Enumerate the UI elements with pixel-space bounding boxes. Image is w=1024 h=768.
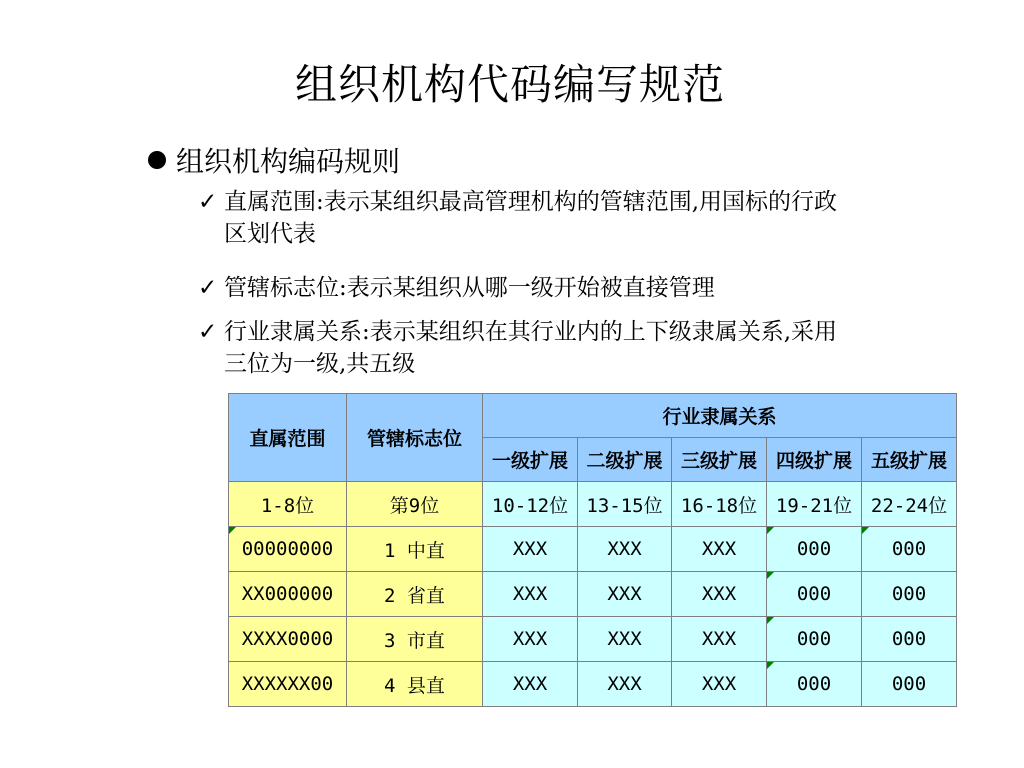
table-cell: 000 [862,527,957,572]
position-cell: 22-24位 [862,482,957,527]
header-jurisdiction-flag: 管辖标志位 [347,394,483,482]
table-cell: 000 [767,617,862,662]
check-icon: ✓ [198,189,218,215]
check-icon: ✓ [198,319,218,345]
table-row [229,617,957,662]
table-cell: XXX [672,662,767,707]
table-cell: 000 [767,527,862,572]
table-cell: 000 [767,662,862,707]
table-cell: 000 [862,617,957,662]
table-cell: XXX [483,572,578,617]
positions-row [229,482,957,527]
sub-item-3-line2: 三位为一级,共五级 [224,351,416,377]
code-structure-table [228,393,957,707]
table-cell: 000 [862,662,957,707]
header-industry-relation: 行业隶属关系 [483,394,957,438]
table-cell: XX000000 [229,572,347,617]
position-cell: 10-12位 [483,482,578,527]
table-row [229,572,957,617]
table-cell: XXX [578,662,672,707]
table-cell: 00000000 [229,527,347,572]
position-cell: 16-18位 [672,482,767,527]
header-level-3: 三级扩展 [672,438,767,482]
position-cell: 19-21位 [767,482,862,527]
header-level-4: 四级扩展 [767,438,862,482]
table-cell: XXX [672,527,767,572]
header-level-1: 一级扩展 [483,438,578,482]
position-cell: 第9位 [347,482,483,527]
table-cell: XXX [578,617,672,662]
table-cell: 1 中直 [347,527,483,572]
sub-item-1 [198,186,837,250]
table-cell: XXXX0000 [229,617,347,662]
sub-item-3-line1: 行业隶属关系:表示某组织在其行业内的上下级隶属关系,采用 [224,319,838,345]
sub-item-2 [198,272,715,304]
main-bullet [148,140,400,180]
table-row [229,662,957,707]
table-cell: 2 省直 [347,572,483,617]
check-icon: ✓ [198,275,218,301]
position-cell: 1-8位 [229,482,347,527]
sub-item-3 [198,316,837,380]
slide-title: 组织机构代码编写规范 [294,60,725,109]
sub-item-1-line1: 直属范围:表示某组织最高管理机构的管辖范围,用国标的行政 [224,189,838,215]
table-cell: 4 县直 [347,662,483,707]
header-direct-range: 直属范围 [229,394,347,482]
header-level-5: 五级扩展 [862,438,957,482]
table-cell: XXX [483,617,578,662]
main-bullet-text: 组织机构编码规则 [176,145,401,178]
table-cell: XXX [483,662,578,707]
table-cell: 3 市直 [347,617,483,662]
table-cell: XXX [578,572,672,617]
position-cell: 13-15位 [578,482,672,527]
table-row [229,527,957,572]
table-cell: XXX [672,572,767,617]
table-cell: XXX [578,527,672,572]
table-cell: XXXXXX00 [229,662,347,707]
sub-item-1-line2: 区划代表 [224,221,316,247]
sub-item-2-line1: 管辖标志位:表示某组织从哪一级开始被直接管理 [224,275,715,301]
table-cell: XXX [483,527,578,572]
header-level-2: 二级扩展 [578,438,672,482]
bullet-dot-icon [148,151,166,169]
table-cell: 000 [767,572,862,617]
table-cell: 000 [862,572,957,617]
table-cell: XXX [672,617,767,662]
